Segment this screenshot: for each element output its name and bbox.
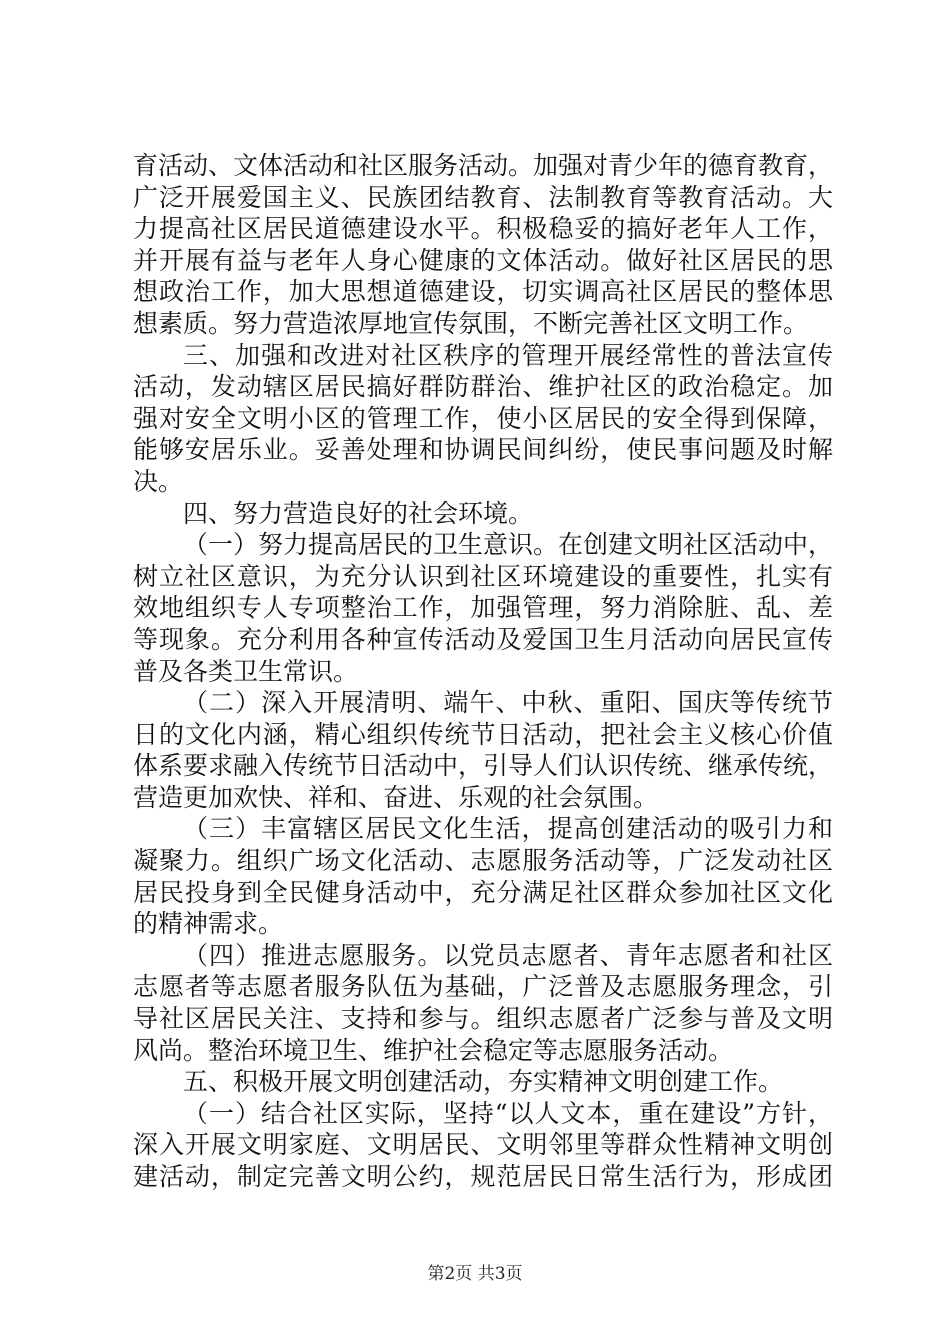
- text-line: 三、加强和改进对社区秩序的管理开展经常性的普法宣传: [183, 340, 833, 370]
- text-line: 导社区居民关注、支持和参与。组织志愿者广泛参与普及文明: [133, 1004, 833, 1034]
- text-line: 能够安居乐业。妥善处理和协调民间纠纷，使民事问题及时解: [133, 435, 833, 465]
- text-line: （一）结合社区实际，坚持“以人文本，重在建设”方针，: [183, 1098, 833, 1128]
- text-line: 强对安全文明小区的管理工作，使小区居民的安全得到保障，: [133, 403, 833, 433]
- text-line: 风尚。整治环境卫生、维护社会稳定等志愿服务活动。: [133, 1035, 734, 1065]
- text-line: 居民投身到全民健身活动中，充分满足社区群众参加社区文化: [133, 877, 833, 907]
- text-line: （三）丰富辖区居民文化生活，提高创建活动的吸引力和: [183, 814, 833, 844]
- text-line: 等现象。充分利用各种宣传活动及爱国卫生月活动向居民宣传: [133, 624, 833, 654]
- text-line: 广泛开展爱国主义、民族团结教育、法制教育等教育活动。大: [133, 182, 833, 212]
- text-line: 五、积极开展文明创建活动，夯实精神文明创建工作。: [183, 1067, 784, 1097]
- page-number-footer: 第2页 共3页: [427, 1264, 523, 1284]
- text-line: 志愿者等志愿者服务队伍为基础，广泛普及志愿服务理念，引: [133, 972, 833, 1002]
- text-line: （一）努力提高居民的卫生意识。在创建文明社区活动中，: [183, 530, 833, 560]
- text-line: 的精神需求。: [133, 909, 284, 939]
- text-line: （四）推进志愿服务。以党员志愿者、青年志愿者和社区: [183, 940, 833, 970]
- text-line: 凝聚力。组织广场文化活动、志愿服务活动等，广泛发动社区: [133, 846, 833, 876]
- text-line: 效地组织专人专项整治工作，加强管理，努力消除脏、乱、差: [133, 593, 833, 623]
- text-line: 力提高社区居民道德建设水平。积极稳妥的搞好老年人工作，: [133, 214, 833, 244]
- document-body: [133, 150, 833, 1193]
- text-line: 树立社区意识，为充分认识到社区环境建设的重要性，扎实有: [133, 561, 833, 591]
- text-line: 育活动、文体活动和社区服务活动。加强对青少年的德育教育，: [133, 151, 833, 180]
- text-line: 想政治工作，加大思想道德建设，切实调高社区居民的整体思: [133, 277, 833, 307]
- text-line: 营造更加欢快、祥和、奋进、乐观的社会氛围。: [133, 782, 659, 812]
- text-line: 深入开展文明家庭、文明居民、文明邻里等群众性精神文明创: [133, 1130, 833, 1160]
- text-line: 并开展有益与老年人身心健康的文体活动。做好社区居民的思: [133, 245, 833, 275]
- text-line: 活动，发动辖区居民搞好群防群治、维护社区的政治稳定。加: [133, 372, 833, 402]
- text-line: 普及各类卫生常识。: [133, 656, 359, 686]
- text-line: 决。: [133, 466, 184, 496]
- text-line: 建活动，制定完善文明公约，规范居民日常生活行为，形成团: [133, 1162, 833, 1191]
- text-line: （二）深入开展清明、端午、中秋、重阳、国庆等传统节: [183, 688, 833, 718]
- text-line: 四、努力营造良好的社会环境。: [183, 498, 534, 528]
- text-line: 体系要求融入传统节日活动中，引导人们认识传统、继承传统，: [133, 751, 833, 781]
- text-line: 想素质。努力营造浓厚地宣传氛围，不断完善社区文明工作。: [133, 308, 809, 338]
- text-line: 日的文化内涵，精心组织传统节日活动，把社会主义核心价值: [133, 719, 833, 749]
